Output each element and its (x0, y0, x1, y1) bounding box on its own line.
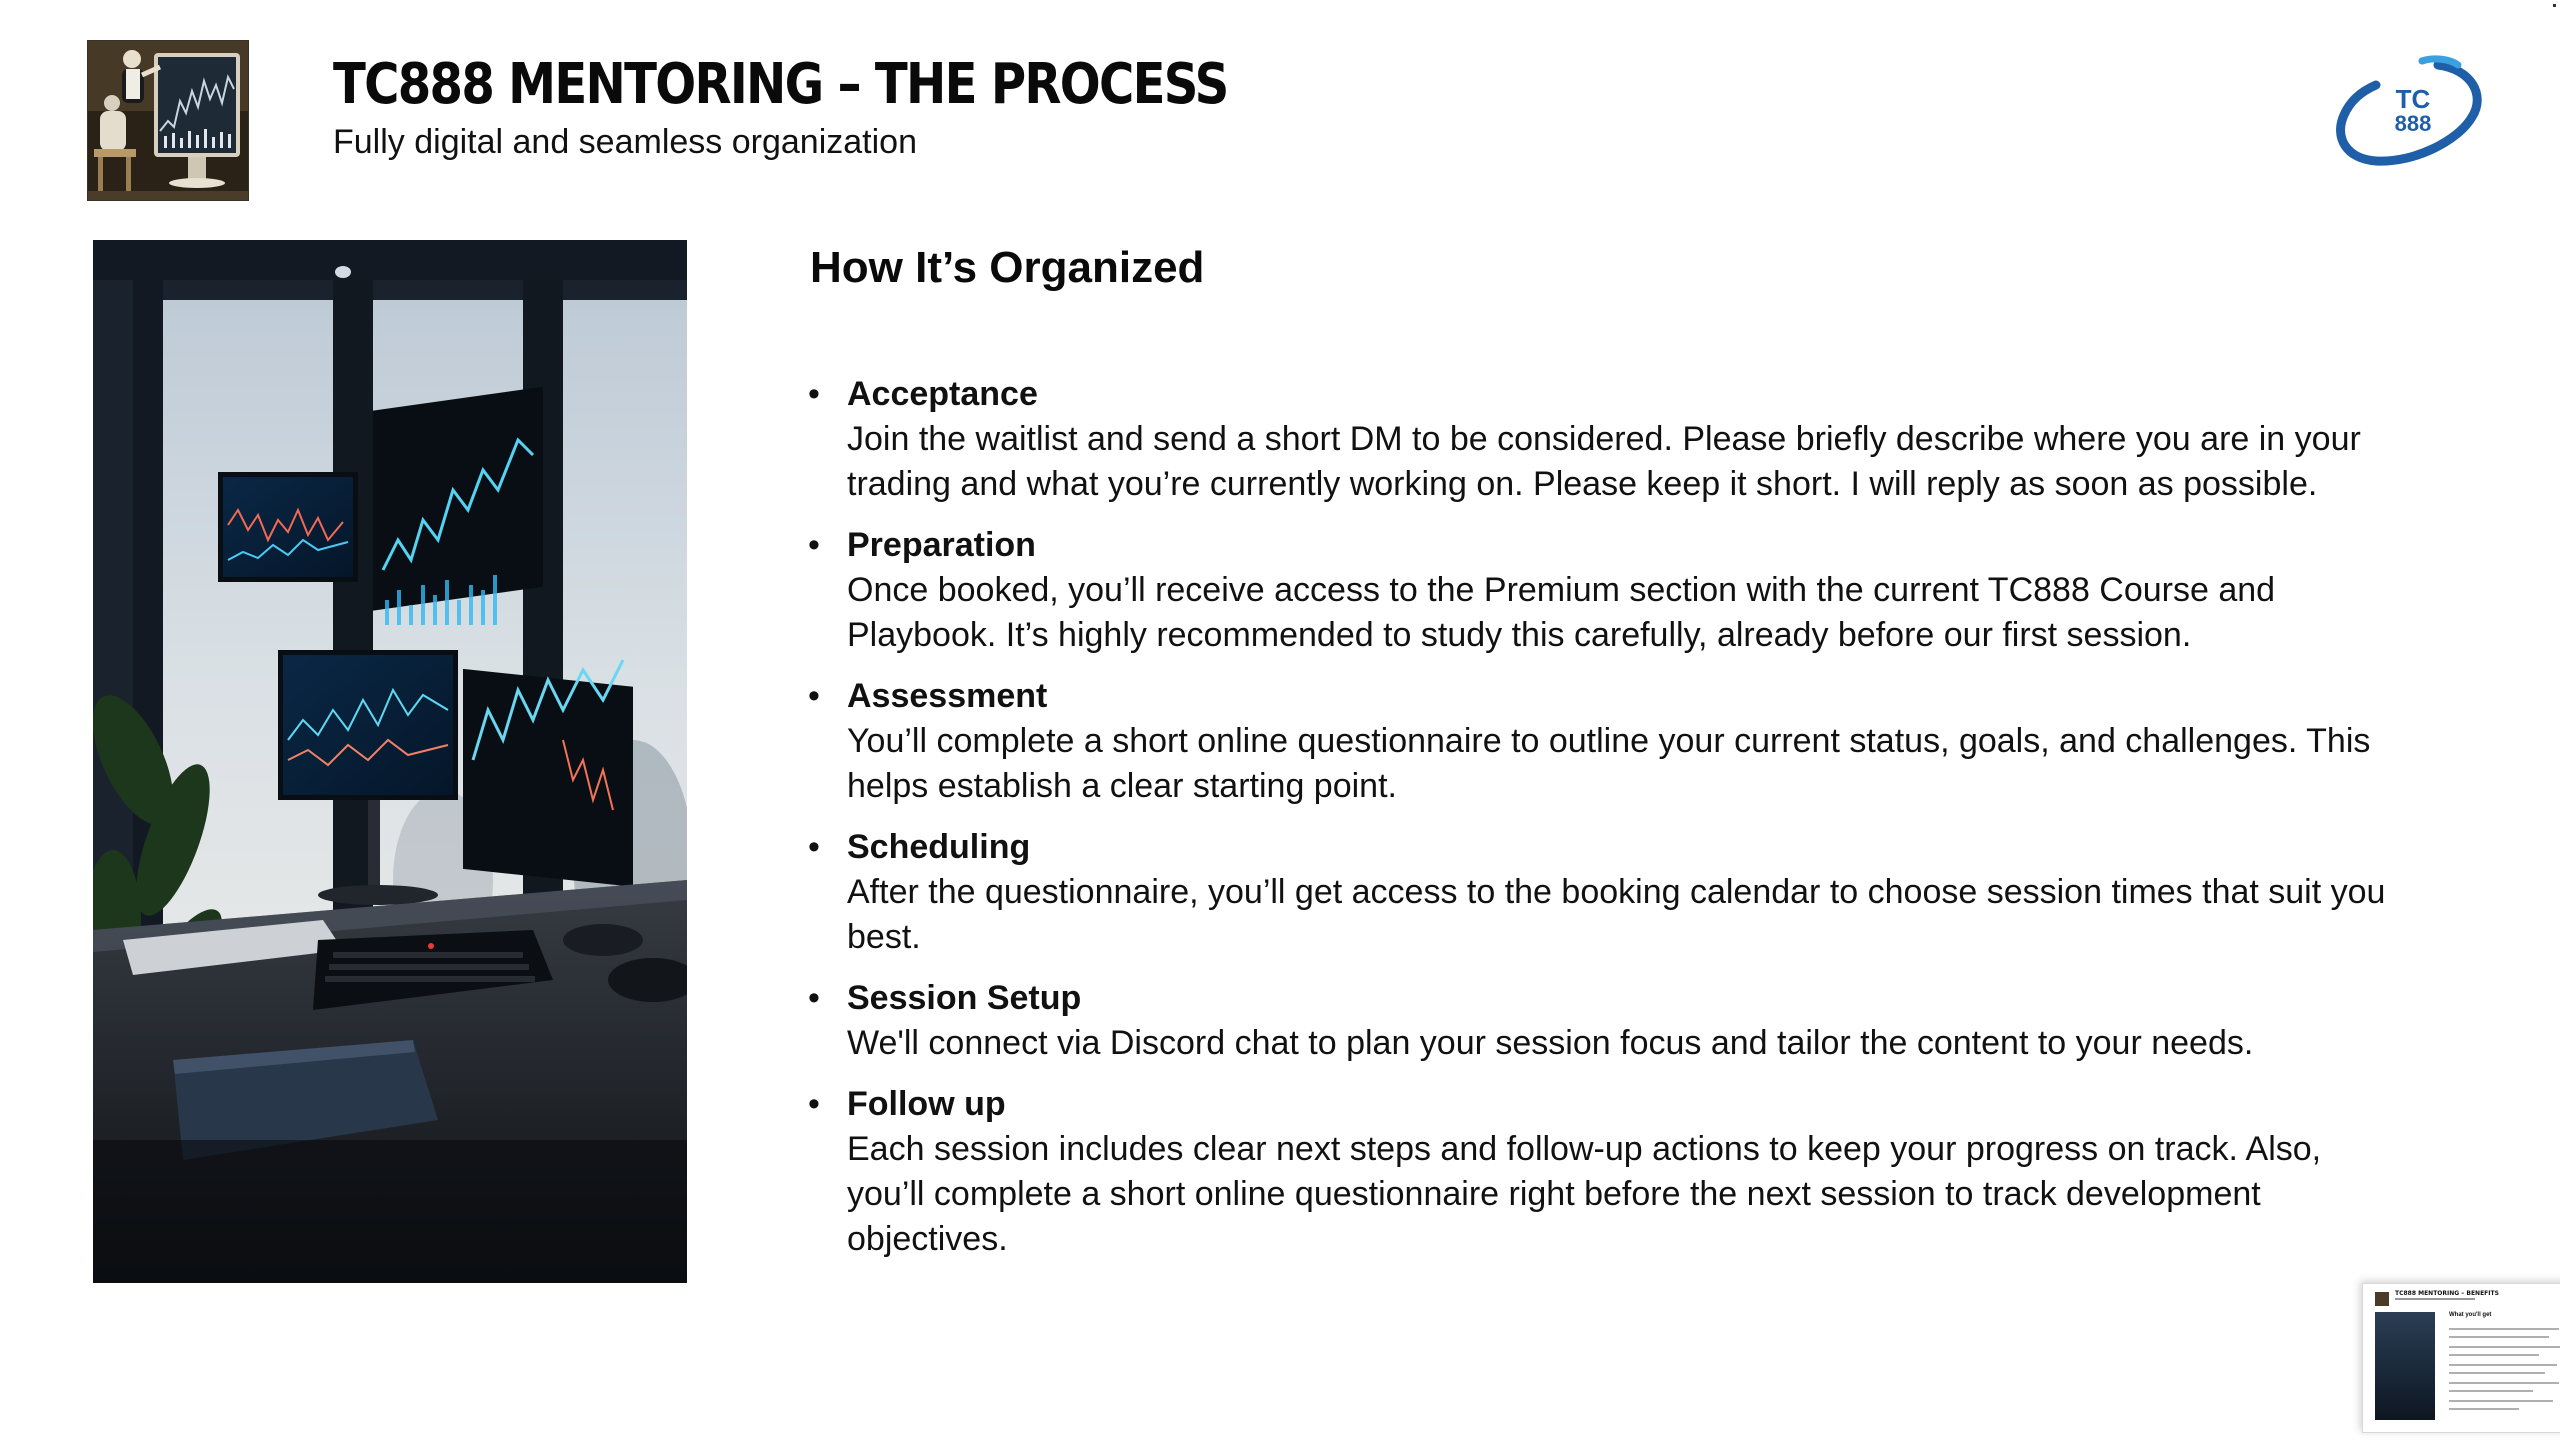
thumbnail-text-line (2449, 1390, 2533, 1392)
thumbnail-text-line (2449, 1336, 2549, 1338)
thumbnail-header-image (2375, 1292, 2389, 1306)
step-description: Join the waitlist and send a short DM to be considered. Please briefly describe where you are in your trading and what you’re currently working on. Please keep it short. I will reply as soon as possible. (847, 420, 2361, 503)
svg-text:888: 888 (2394, 111, 2432, 136)
thumbnail-photo (2375, 1312, 2435, 1420)
step-title: Preparation (847, 526, 1036, 564)
thumbnail-text-line (2449, 1328, 2559, 1330)
process-step-acceptance (806, 372, 2406, 507)
thumbnail-heading: What you'll get (2449, 1312, 2492, 1318)
step-title: Session Setup (847, 979, 1082, 1017)
page-title: TC888 MENTORING – THE PROCESS (333, 52, 1228, 117)
thumbnail-text-line (2449, 1372, 2545, 1374)
svg-text:TC: TC (2395, 84, 2431, 114)
step-description: You’ll complete a short online questionnaire to outline your current status, goals, and challenges. This helps establish a clear starting point. (847, 722, 2371, 805)
process-steps-list (806, 372, 2406, 1278)
step-description: After the questionnaire, you’ll get access to the booking calendar to choose session times that suit you best. (847, 873, 2386, 956)
thumbnail-title: TC888 MENTORING – BENEFITS (2395, 1290, 2499, 1297)
corner-dot (2553, 4, 2556, 7)
process-step-session-setup (806, 976, 2406, 1066)
thumbnail-text-line (2449, 1408, 2519, 1410)
step-title: Assessment (847, 677, 1048, 715)
process-step-follow-up (806, 1082, 2406, 1262)
thumbnail-subtitle-line (2395, 1298, 2475, 1300)
step-title: Follow up (847, 1085, 1006, 1123)
thumbnail-text-line (2449, 1382, 2559, 1384)
thumbnail-text-line (2449, 1354, 2539, 1356)
thumbnail-text-line (2449, 1364, 2557, 1366)
section-heading: How It’s Organized (810, 243, 1205, 292)
process-step-preparation (806, 523, 2406, 658)
header-illustration (88, 41, 248, 200)
step-description: Once booked, you’ll receive access to the Premium section with the current TC888 Course and Playbook. It’s highly recommended to study this carefully, already before our first session. (847, 571, 2276, 654)
process-step-assessment (806, 674, 2406, 809)
tc888-logo-icon (2336, 55, 2486, 170)
process-step-scheduling (806, 825, 2406, 960)
trading-desk-icon (93, 240, 687, 1283)
step-title: Acceptance (847, 375, 1038, 413)
step-title: Scheduling (847, 828, 1031, 866)
page-subtitle: Fully digital and seamless organization (333, 123, 917, 161)
thumbnail-text-line (2449, 1400, 2553, 1402)
thumbnail-text-line (2449, 1346, 2560, 1348)
bullet-dot-icon: • (808, 375, 820, 413)
bullet-dot-icon: • (808, 979, 820, 1017)
bullet-dot-icon: • (808, 677, 820, 715)
bullet-dot-icon: • (808, 828, 820, 866)
trader-illustration-icon (88, 41, 248, 200)
bullet-dot-icon: • (808, 526, 820, 564)
next-slide-thumbnail[interactable] (2362, 1283, 2560, 1433)
step-description: We'll connect via Discord chat to plan your session focus and tailor the content to your needs. (847, 1024, 2254, 1062)
step-description: Each session includes clear next steps and follow-up actions to keep your progress on track. Also, you’ll complete a short online questionnaire right before the next session to track development objectives. (847, 1130, 2322, 1258)
bullet-dot-icon: • (808, 1085, 820, 1123)
trading-desk-photo (93, 240, 687, 1283)
